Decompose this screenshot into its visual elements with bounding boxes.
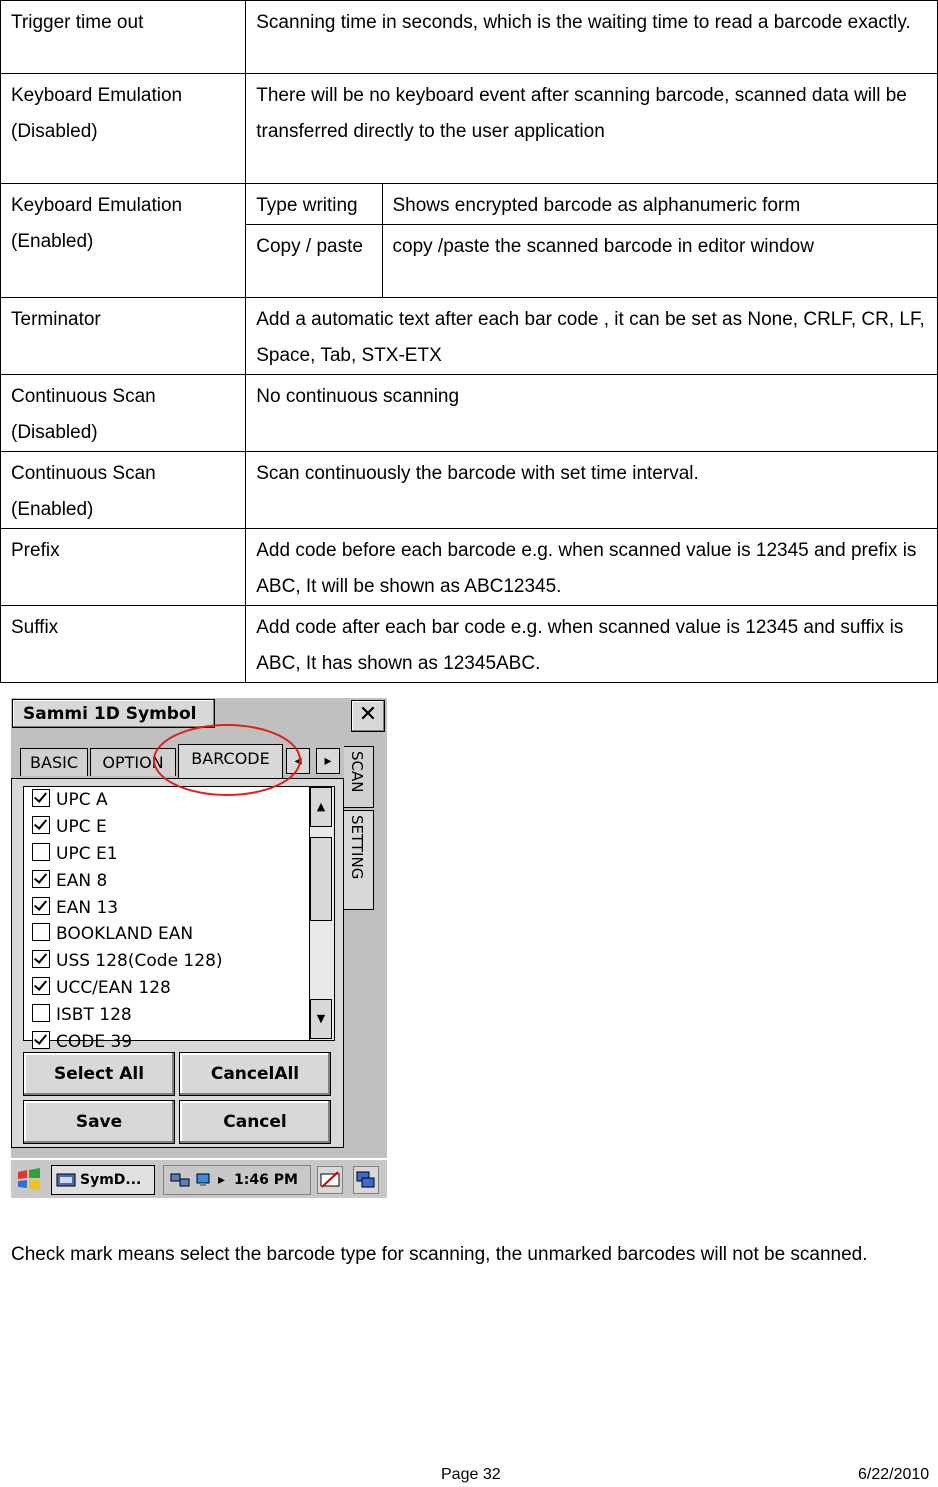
caption-text: Check mark means select the barcode type for scanning, the unmarked barcodes will not be scanned. (11, 1244, 868, 1265)
list-item[interactable] (32, 787, 108, 813)
row-mode: Copy / paste (246, 225, 382, 298)
scroll-up-button[interactable] (310, 787, 332, 827)
row-label: Prefix (1, 529, 246, 606)
chevron-left-icon: ◂ (294, 753, 302, 769)
triangle-down-icon: ▼ (316, 1012, 326, 1025)
select-all-button[interactable]: Select All (23, 1052, 175, 1096)
row-description: There will be no keyboard event after scanning barcode, scanned data will be transferred directly to the user application (246, 74, 938, 184)
network-icon[interactable] (170, 1172, 190, 1188)
tab-setting[interactable] (344, 810, 374, 910)
list-item-label: EAN 13 (56, 898, 119, 918)
tab-barcode[interactable]: BARCODE (178, 744, 283, 778)
taskbar-app-label: SymD... (80, 1172, 142, 1188)
highlight-circle (153, 724, 301, 796)
list-item[interactable] (32, 895, 118, 921)
scrollbar-thumb[interactable] (310, 837, 332, 921)
taskbar-clock: 1:46 PM (234, 1172, 298, 1188)
tab-scan-label: SCAN (348, 751, 366, 793)
list-item-label: USS 128(Code 128) (56, 951, 223, 971)
checkbox-checked-icon[interactable] (32, 816, 50, 834)
windows-switcher-icon[interactable] (353, 1166, 379, 1194)
row-description: Scan continuously the barcode with set time interval. (246, 452, 938, 529)
taskbar (11, 1158, 387, 1198)
row-label: Continuous Scan (Disabled) (1, 375, 246, 452)
chevron-right-icon: ▸ (324, 753, 332, 769)
row-label: Continuous Scan (Enabled) (1, 452, 246, 529)
row-mode: Type writing (246, 184, 382, 225)
list-item[interactable] (32, 814, 107, 840)
table-row (1, 184, 938, 225)
save-button[interactable]: Save (23, 1100, 175, 1144)
checkbox-checked-icon[interactable] (32, 789, 50, 807)
list-item-label: BOOKLAND EAN (56, 924, 194, 944)
tab-scroll-right-button[interactable] (316, 748, 340, 774)
table-row (1, 298, 938, 375)
row-description: Add a automatic text after each bar code , it can be set as None, CRLF, CR, LF, Space, Tab, STX-ETX (246, 298, 938, 375)
list-item-label: UCC/EAN 128 (56, 978, 171, 998)
row-label: Terminator (1, 298, 246, 375)
scroll-down-button[interactable] (310, 999, 332, 1039)
row-label: Keyboard Emulation (Enabled) (1, 184, 246, 298)
list-item-label: UPC E1 (56, 844, 118, 864)
row-description: copy /paste the scanned barcode in editor window (382, 225, 938, 298)
page-number: Page 32 (441, 1466, 501, 1483)
row-label: Keyboard Emulation (Disabled) (1, 74, 246, 184)
list-item-label: CODE 39 (56, 1032, 133, 1052)
settings-table (0, 0, 938, 683)
input-panel-icon[interactable] (317, 1166, 343, 1194)
list-item-label: EAN 8 (56, 871, 108, 891)
checkbox-unchecked-icon[interactable] (32, 923, 50, 941)
checkbox-checked-icon[interactable] (32, 897, 50, 915)
windows-start-icon[interactable] (15, 1166, 43, 1192)
list-item[interactable] (32, 841, 118, 867)
triangle-up-icon: ▲ (316, 800, 326, 813)
table-row (1, 452, 938, 529)
cancel-all-button[interactable]: CancelAll (179, 1052, 331, 1096)
barcode-list[interactable] (23, 786, 335, 1052)
checkbox-checked-icon[interactable] (32, 950, 50, 968)
close-button[interactable]: ✕ (351, 700, 385, 732)
checkbox-unchecked-icon[interactable] (32, 1004, 50, 1022)
row-label: Suffix (1, 606, 246, 683)
list-item[interactable] (32, 948, 223, 974)
table-row (1, 375, 938, 452)
checkbox-checked-icon[interactable] (32, 1031, 50, 1049)
system-tray (163, 1165, 311, 1195)
checkbox-checked-icon[interactable] (32, 870, 50, 888)
device-screenshot (11, 698, 387, 1198)
connection-icon[interactable] (194, 1172, 214, 1188)
row-label: Trigger time out (1, 1, 246, 74)
checkbox-checked-icon[interactable] (32, 977, 50, 995)
table-row (1, 529, 938, 606)
window-title: Sammi 1D Symbol (12, 699, 215, 728)
page-date: 6/22/2010 (858, 1466, 930, 1483)
list-item-label: ISBT 128 (56, 1005, 132, 1025)
table-row (1, 606, 938, 683)
list-item[interactable] (32, 868, 107, 894)
tray-arrow-icon[interactable]: ▸ (218, 1172, 226, 1188)
list-item[interactable] (32, 1002, 132, 1028)
tab-basic[interactable]: BASIC (20, 748, 88, 776)
list-item[interactable] (32, 975, 171, 1001)
list-item-label: UPC E (56, 817, 107, 837)
row-description: No continuous scanning (246, 375, 938, 452)
table-row (1, 1, 938, 74)
taskbar-app-button[interactable] (51, 1165, 155, 1195)
row-description: Add code before each barcode e.g. when scanned value is 12345 and prefix is ABC, It will be shown as ABC12345. (246, 529, 938, 606)
cancel-button[interactable]: Cancel (179, 1100, 331, 1144)
tab-option[interactable]: OPTION (90, 748, 176, 776)
tab-scan[interactable] (344, 746, 374, 808)
list-item[interactable] (32, 921, 193, 947)
row-description: Scanning time in seconds, which is the waiting time to read a barcode exactly. (246, 1, 938, 74)
list-scrollbar[interactable] (309, 787, 334, 1040)
row-description: Add code after each bar code e.g. when scanned value is 12345 and suffix is ABC, It has shown as 12345ABC. (246, 606, 938, 683)
checkbox-unchecked-icon[interactable] (32, 843, 50, 861)
table-row (1, 74, 938, 184)
tab-setting-label: SETTING (348, 815, 366, 880)
scanner-app-icon (56, 1171, 76, 1189)
list-item-label: UPC A (56, 790, 108, 810)
row-description: Shows encrypted barcode as alphanumeric form (382, 184, 938, 225)
